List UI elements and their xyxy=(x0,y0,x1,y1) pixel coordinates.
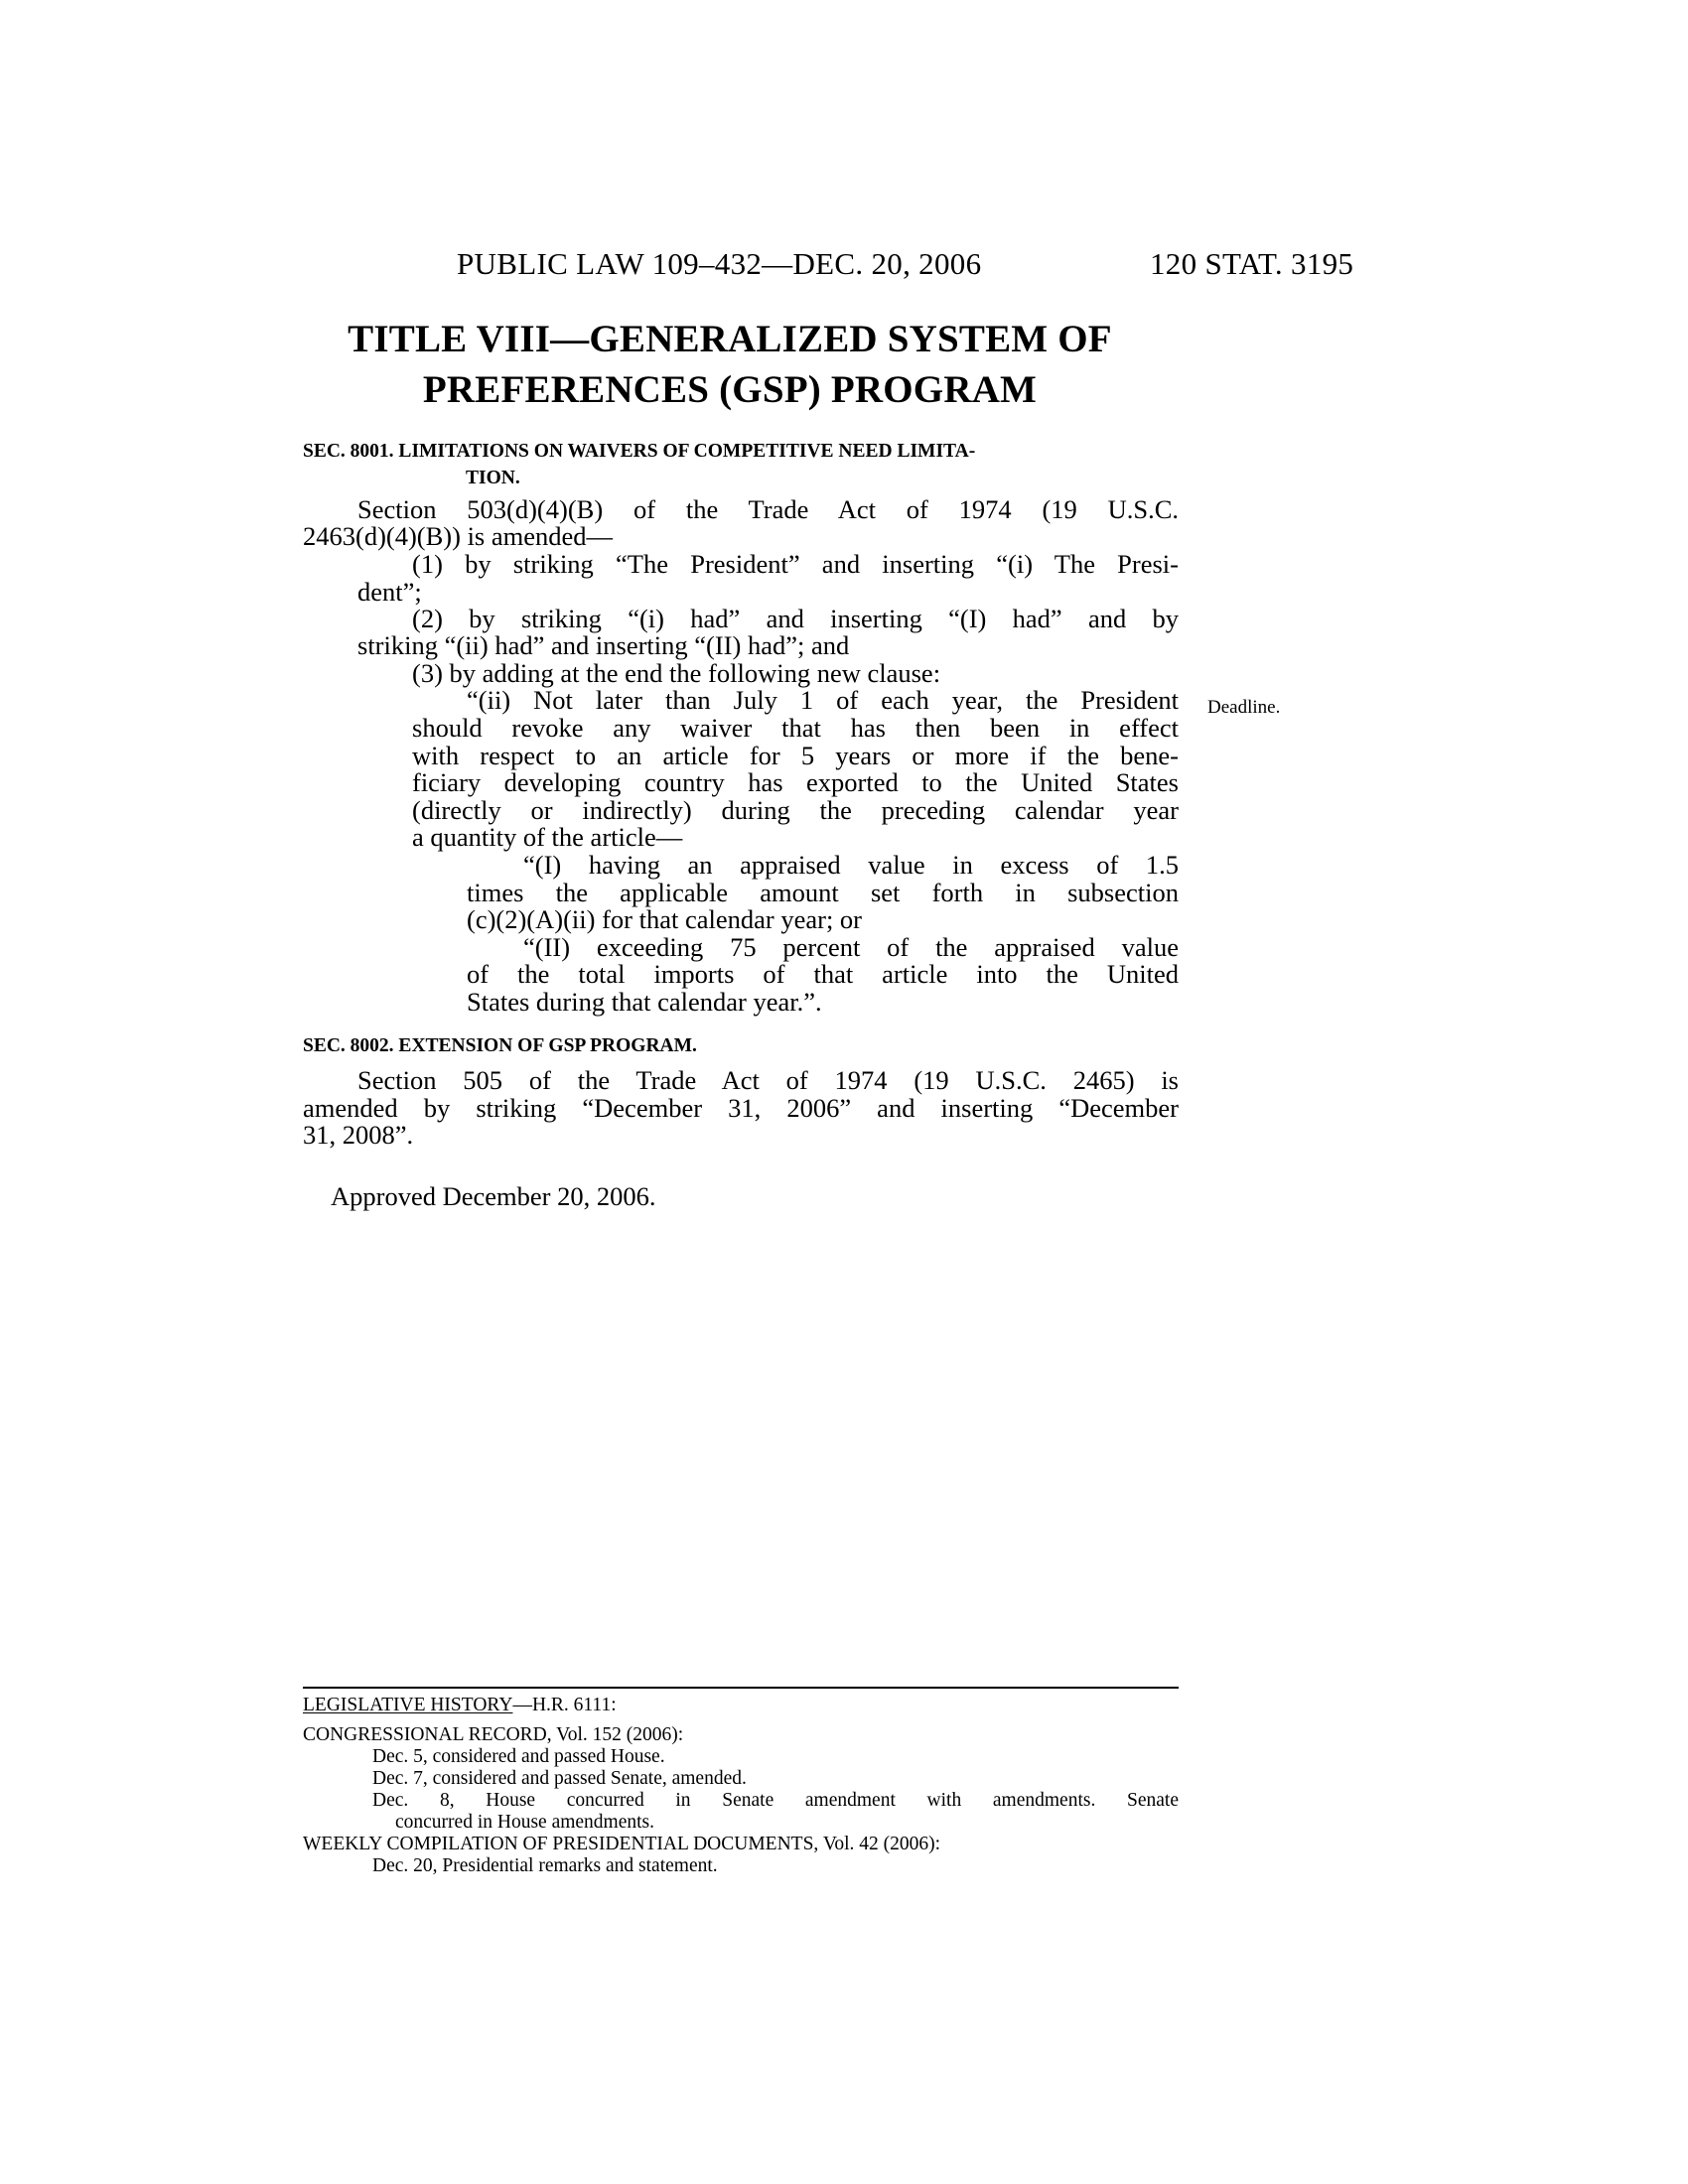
sec8002-line: 31, 2008”. xyxy=(303,1120,414,1150)
sec8001-line: (2) by striking “(i) had” and inserting “(I) had” and by xyxy=(412,604,1179,633)
running-head-law: PUBLIC LAW 109–432—DEC. 20, 2006 xyxy=(457,246,982,281)
section-8002-heading: SEC. 8002. EXTENSION OF GSP PROGRAM. xyxy=(303,1035,697,1056)
history-entry-cont: concurred in House amendments. xyxy=(395,1812,655,1833)
sec8001-line: a quantity of the article— xyxy=(412,822,683,852)
running-head-stat-page: 120 STAT. 3195 xyxy=(1150,246,1354,281)
section-8001-heading-cont: TION. xyxy=(466,468,520,488)
sec8001-line: dent”; xyxy=(357,577,422,607)
sec8001-line: 2463(d)(4)(B)) is amended— xyxy=(303,521,614,551)
sec8001-line: with respect to an article for 5 years or more if the bene- xyxy=(412,741,1179,770)
history-entry: Dec. 5, considered and passed House. xyxy=(372,1746,665,1767)
sec8001-line: (3) by adding at the end the following new clause: xyxy=(412,658,941,688)
weekly-compilation-heading: WEEKLY COMPILATION OF PRESIDENTIAL DOCUMENTS, Vol. 42 (2006): xyxy=(303,1834,941,1854)
title-line-2: PREFERENCES (GSP) PROGRAM xyxy=(422,368,1038,411)
sec8001-line: ficiary developing country has exported to the United States xyxy=(412,767,1179,797)
title-heading xyxy=(298,314,1162,415)
legislative-history-label: LEGISLATIVE HISTORY xyxy=(303,1695,513,1715)
sec8001-line: times the applicable amount set forth in subsection xyxy=(467,878,1179,907)
sec8001-line: “(I) having an appraised value in excess of 1.5 xyxy=(523,850,1179,880)
sec8001-line: “(ii) Not later than July 1 of each year, the President xyxy=(467,685,1179,715)
legislative-history-bill: —H.R. 6111: xyxy=(512,1695,617,1715)
title-line-1: TITLE VIII—GENERALIZED SYSTEM OF xyxy=(348,318,1112,360)
sec8001-line: Section 503(d)(4)(B) of the Trade Act of 1974 (19 U.S.C. xyxy=(357,494,1179,524)
congressional-record-heading: CONGRESSIONAL RECORD, Vol. 152 (2006): xyxy=(303,1724,684,1745)
sec8002-line: amended by striking “December 31, 2006” and inserting “December xyxy=(303,1093,1179,1123)
sec8001-line: (c)(2)(A)(ii) for that calendar year; or xyxy=(467,904,863,934)
history-entry: Dec. 8, House concurred in Senate amendment with amendments. Senate xyxy=(372,1790,1179,1811)
history-entry: Dec. 7, considered and passed Senate, amended. xyxy=(372,1768,747,1789)
footnote-rule xyxy=(303,1687,1179,1689)
approval-date: Approved December 20, 2006. xyxy=(331,1181,656,1211)
sec8002-line: Section 505 of the Trade Act of 1974 (19 U.S.C. 2465) is xyxy=(357,1065,1179,1095)
sec8001-line: States during that calendar year.”. xyxy=(467,987,822,1017)
sec8001-line: of the total imports of that article into the United xyxy=(467,959,1179,989)
sec8001-line: should revoke any waiver that has then been in effect xyxy=(412,713,1179,743)
sec8001-line: (1) by striking “The President” and inserting “(i) The Presi- xyxy=(412,549,1179,579)
sec8001-line: “(II) exceeding 75 percent of the appraised value xyxy=(523,932,1179,962)
section-8001-heading: SEC. 8001. LIMITATIONS ON WAIVERS OF COMPETITIVE NEED LIMITA- xyxy=(303,441,976,462)
history-entry: Dec. 20, Presidential remarks and statement. xyxy=(372,1855,718,1876)
margin-note-deadline: Deadline. xyxy=(1207,697,1281,718)
sec8001-line: striking “(ii) had” and inserting “(II) had”; and xyxy=(357,630,850,660)
legislative-history-heading xyxy=(303,1695,617,1716)
sec8001-line: (directly or indirectly) during the preceding calendar year xyxy=(412,795,1179,825)
